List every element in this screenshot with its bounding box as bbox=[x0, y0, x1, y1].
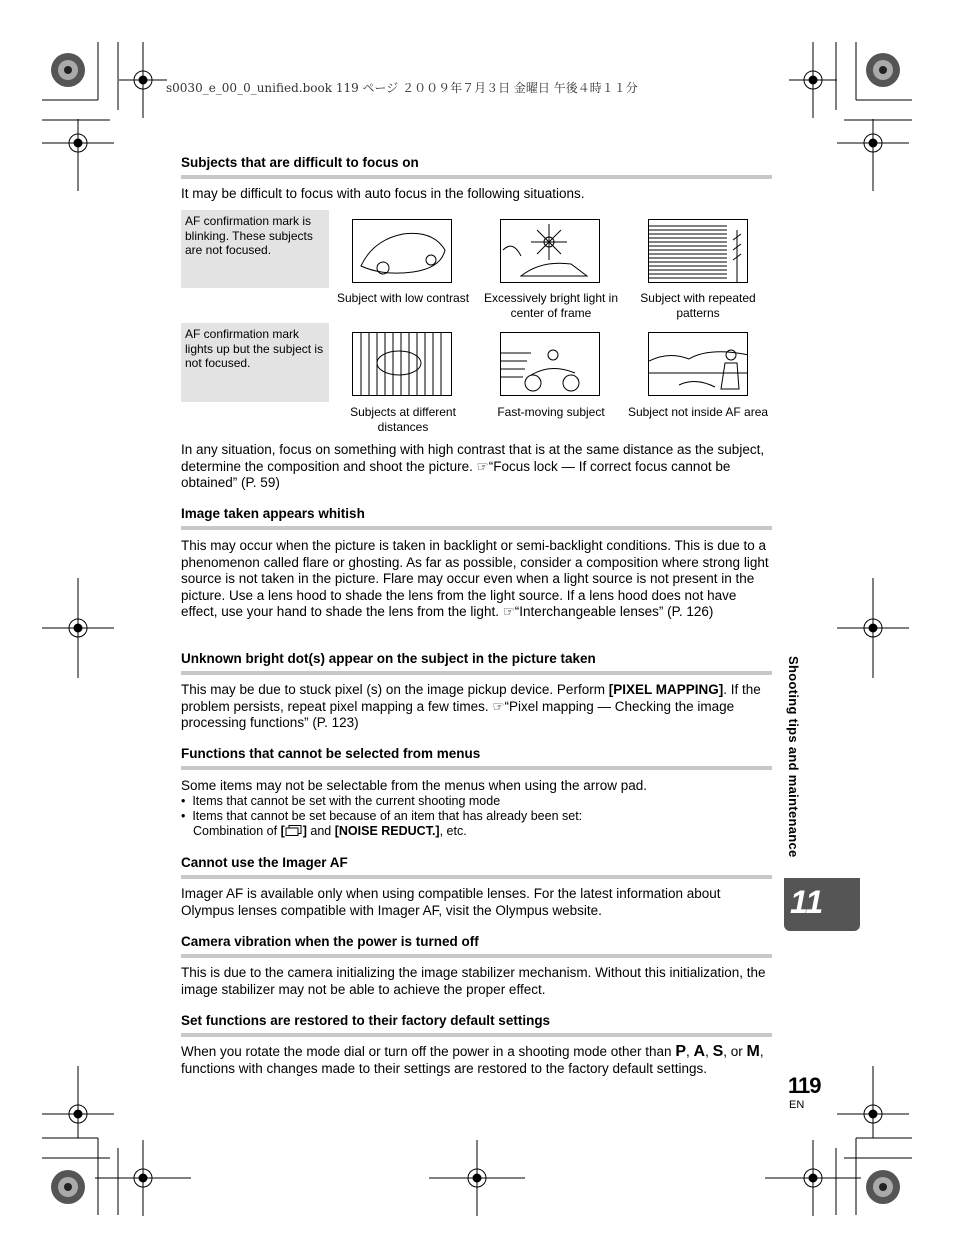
caption-fast-moving: Fast-moving subject bbox=[497, 405, 605, 419]
section-rule bbox=[181, 1033, 772, 1037]
caption-low-contrast: Subject with low contrast bbox=[336, 291, 470, 305]
section-rule bbox=[181, 526, 772, 530]
fast-moving-illustration bbox=[500, 332, 600, 396]
menus-bullet-2: • Items that cannot be set because of an item that has already been set: bbox=[181, 809, 583, 823]
page-number: 119 bbox=[788, 1073, 821, 1098]
vibration-body: This is due to the camera initializing the image stabilizer mechanism. Without this initialization, the image stabilizer may not be able to achieve the proper effect. bbox=[181, 965, 766, 997]
mode-a: A bbox=[693, 1043, 706, 1060]
section-title-imager: Cannot use the Imager AF bbox=[181, 855, 348, 870]
af-blinking-box: AF confirmation mark is blinking. These subjects are not focused. bbox=[181, 210, 329, 288]
page-language: EN bbox=[789, 1099, 805, 1111]
menus-bullet-1: • Items that cannot be set with the current shooting mode bbox=[181, 794, 501, 808]
subject-outside-af-illustration bbox=[648, 332, 748, 396]
section-title-menus: Functions that cannot be selected from menus bbox=[181, 746, 481, 761]
section-rule bbox=[181, 766, 772, 770]
focus-outro: In any situation, focus on something with high contrast that is at the same distance as the subject, determine the composition and shoot the picture. ☞“Focus lock — If correct focus cannot be obtained” (P. 59) bbox=[181, 442, 765, 490]
menus-intro: Some items may not be selectable from the menus when using the arrow pad. bbox=[181, 778, 647, 793]
low-contrast-illustration bbox=[352, 219, 452, 283]
section-rule bbox=[181, 875, 772, 879]
caption-outside-af: Subject not inside AF area bbox=[627, 405, 769, 419]
focus-intro: It may be difficult to focus with auto focus in the following situations. bbox=[181, 186, 585, 201]
af-lit-box: AF confirmation mark lights up but the subject is not focused. bbox=[181, 323, 329, 402]
section-title-restore: Set functions are restored to their factory default settings bbox=[181, 1013, 551, 1028]
restore-body: When you rotate the mode dial or turn off the power in a shooting mode other than P, A, S, or M, functions with changes made to their settings are restored to the factory default settings. bbox=[181, 1043, 764, 1076]
sequential-shooting-icon bbox=[285, 825, 303, 836]
caption-bright-light: Excessively bright light in center of frame bbox=[483, 291, 619, 320]
section-title-vibration: Camera vibration when the power is turned off bbox=[181, 934, 479, 949]
caption-repeated-patterns: Subject with repeated patterns bbox=[640, 291, 756, 320]
section-title-dots: Unknown bright dot(s) appear on the subject in the picture taken bbox=[181, 651, 596, 666]
caption-different-distances: Subjects at different distances bbox=[350, 405, 456, 434]
dots-body-post: . If the problem persists, repeat pixel mapping a few times. ☞“Pixel mapping — Checking the image processing functions” (P. 123) bbox=[181, 682, 761, 730]
mode-m: M bbox=[746, 1043, 760, 1060]
print-header: s0030_e_00_0_unified.book 119 ページ ２００９年７月３日 金曜日 午後４時１１分 bbox=[166, 81, 638, 95]
dots-body bbox=[181, 682, 773, 732]
imager-body: Imager AF is available only when using compatible lenses. For the latest information about Olympus lenses compatible with Imager AF, visit the Olympus website. bbox=[181, 886, 721, 918]
dots-body-pre: This may be due to stuck pixel (s) on the image pickup device. Perform bbox=[181, 682, 609, 697]
pixel-mapping-term: [PIXEL MAPPING] bbox=[608, 682, 724, 697]
chapter-title-vertical: Shooting tips and maintenance bbox=[786, 656, 801, 858]
section-rule bbox=[181, 175, 772, 179]
repeated-patterns-illustration bbox=[648, 219, 748, 283]
section-title-whitish: Image taken appears whitish bbox=[181, 506, 365, 521]
section-title-focus: Subjects that are difficult to focus on bbox=[181, 155, 419, 170]
whitish-body: This may occur when the picture is taken in backlight or semi-backlight conditions. This is due to a phenomenon called flare or ghosting. As far as possible, consider a composition where strong light source is not taken in the picture. Flare may occur even when a light source is not present in the picture. Use a lens hood to shade the lens from the light source. If a lens hood does not have effect, use your hand to shade the lens from the light. ☞“Interchangeable lenses” (P. 126) bbox=[181, 538, 769, 619]
section-rule bbox=[181, 954, 772, 958]
mode-s: S bbox=[712, 1043, 724, 1060]
menus-combination: Combination of [ ] and [NOISE REDUCT.], etc. bbox=[193, 824, 467, 838]
section-rule bbox=[181, 671, 772, 675]
chapter-number: 11 bbox=[790, 884, 824, 920]
mode-p: P bbox=[675, 1043, 686, 1060]
different-distances-illustration bbox=[352, 332, 452, 396]
noise-reduct-term: [NOISE REDUCT.] bbox=[334, 824, 440, 838]
bright-light-illustration bbox=[500, 219, 600, 283]
